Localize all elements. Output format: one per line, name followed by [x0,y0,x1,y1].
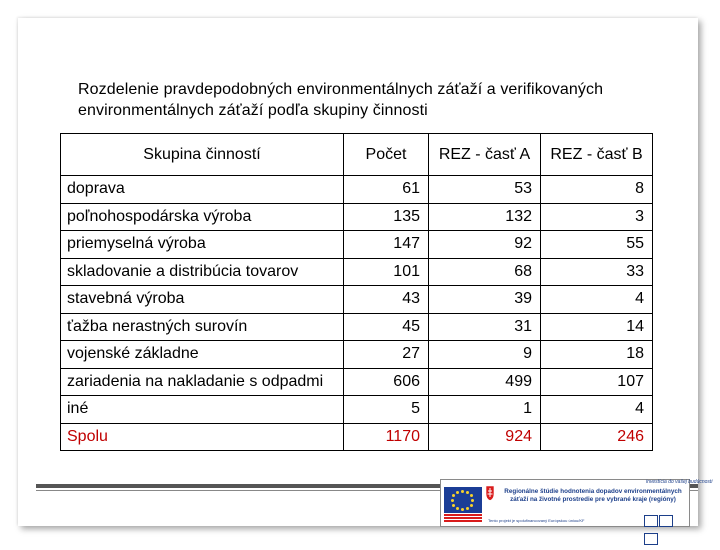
red-stripes-icon [444,514,482,524]
cell-name: poľnohospodárska výroba [61,203,344,231]
cell-rez-a: 1 [429,396,541,424]
data-table [60,133,653,451]
cell-rez-b: 33 [541,258,653,286]
cell-rez-b: 14 [541,313,653,341]
table-row [61,341,653,369]
cell-pocet: 61 [344,176,429,204]
cell-rez-a: 68 [429,258,541,286]
cell-name: vojenské základne [61,341,344,369]
cell-rez-a: 31 [429,313,541,341]
cell-name: priemyselná výroba [61,231,344,259]
table-row [61,313,653,341]
table-row [61,286,653,314]
cell-rez-b: 107 [541,368,653,396]
cell-pocet: 606 [344,368,429,396]
footer-tagline: investícia do vašej budúcnosti [646,479,713,485]
partner-logo-icon [644,515,658,527]
table-row [61,176,653,204]
eu-flag-icon [444,487,482,513]
cell-name: ťažba nerastných surovín [61,313,344,341]
footer-project-title: Regionálne štúdie hodnotenia dopadov environmentálnych záťaží na životné prostredie pre vybrané kraje (regióny) [504,488,682,503]
slovak-emblem-icon [485,485,495,501]
slide-title: Rozdelenie pravdepodobných environmentálnych záťaží a verifikovaných environmentálnych záťaží podľa skupiny činnosti [78,81,604,119]
partner-logo-icon [644,533,658,545]
header-rez-a: REZ - časť A [429,134,541,176]
cell-rez-b: 4 [541,396,653,424]
cell-name: zariadenia na nakladanie s odpadmi [61,368,344,396]
table-row [61,203,653,231]
cell-rez-a: 499 [429,368,541,396]
cell-pocet: 101 [344,258,429,286]
cell-name: stavebná výroba [61,286,344,314]
cell-rez-b: 8 [541,176,653,204]
cell-name: iné [61,396,344,424]
total-row [61,423,653,451]
cell-pocet: 135 [344,203,429,231]
cell-rez-a: 53 [429,176,541,204]
header-pocet: Počet [344,134,429,176]
table-row [61,258,653,286]
cell-name: skladovanie a distribúcia tovarov [61,258,344,286]
partner-logo-icon [659,515,673,527]
cell-rez-b: 18 [541,341,653,369]
cell-name: doprava [61,176,344,204]
table-row [61,396,653,424]
cell-pocet: 45 [344,313,429,341]
cell-pocet: 1170 [344,423,429,451]
table-row [61,368,653,396]
cell-pocet: 5 [344,396,429,424]
cell-rez-b: 4 [541,286,653,314]
table-row [61,231,653,259]
cell-rez-a: 39 [429,286,541,314]
cell-rez-a: 92 [429,231,541,259]
cell-pocet: 27 [344,341,429,369]
cell-rez-b: 246 [541,423,653,451]
cell-name: Spolu [61,423,344,451]
cell-rez-a: 9 [429,341,541,369]
cell-pocet: 147 [344,231,429,259]
header-skupina: Skupina činností [61,134,344,176]
header-rez-b: REZ - časť B [541,134,653,176]
cell-rez-b: 3 [541,203,653,231]
table-header-row [61,134,653,176]
cell-pocet: 43 [344,286,429,314]
footer-cofinance-note: Tento projekt je spolufinancovaný Európskou úniou/KF [488,518,585,523]
cell-rez-a: 924 [429,423,541,451]
partner-logos [644,514,686,526]
cell-rez-a: 132 [429,203,541,231]
cell-rez-b: 55 [541,231,653,259]
